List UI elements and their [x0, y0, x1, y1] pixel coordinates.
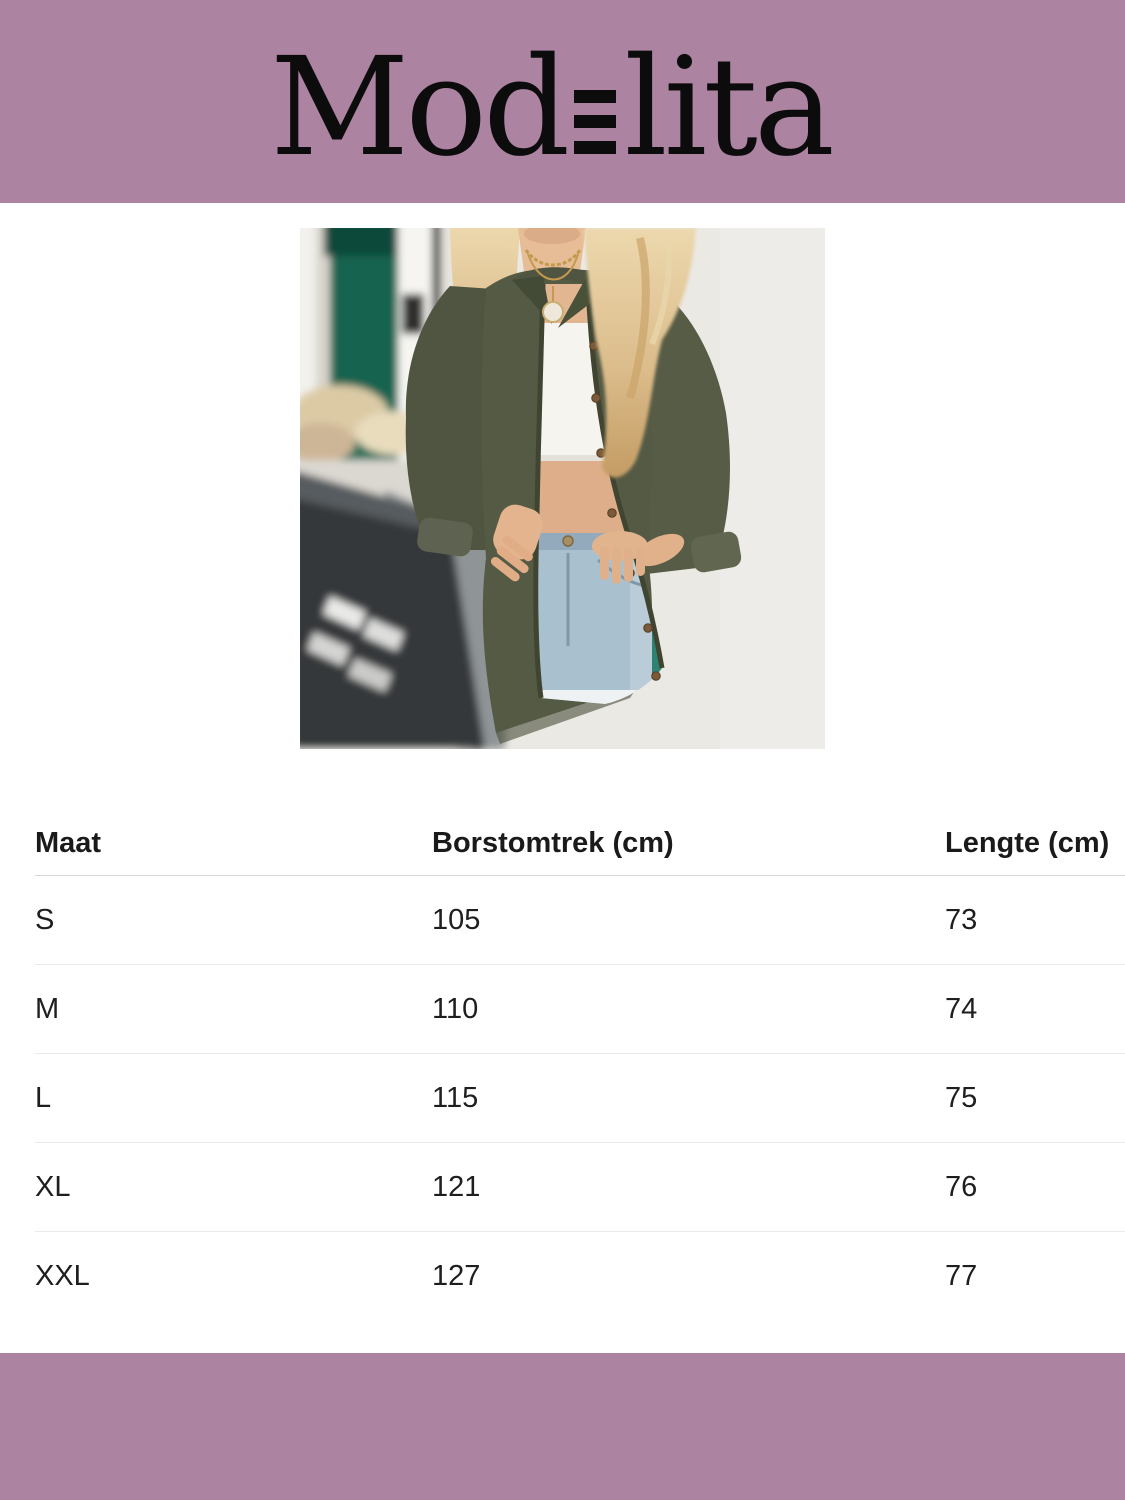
cell-lengte: 74 — [945, 992, 978, 1025]
cell-maat: XXL — [35, 1259, 90, 1292]
cell-lengte: 77 — [945, 1259, 978, 1292]
logo-e-bar — [574, 141, 616, 154]
column-header-borstomtrek: Borstomtrek (cm) — [432, 827, 674, 859]
table-row — [35, 1232, 1125, 1320]
table-row — [35, 876, 1125, 965]
cell-borstomtrek: 115 — [432, 1081, 479, 1114]
cell-lengte: 73 — [945, 903, 978, 936]
cell-lengte: 75 — [945, 1081, 978, 1114]
product-photo-illustration — [300, 228, 825, 749]
column-header-lengte: Lengte (cm) — [945, 827, 1110, 859]
cell-borstomtrek: 121 — [432, 1170, 481, 1203]
logo-e-icon — [574, 90, 616, 154]
cell-maat: S — [35, 903, 55, 936]
table-row — [35, 1054, 1125, 1143]
cell-maat: L — [35, 1081, 52, 1114]
table-row — [35, 965, 1125, 1054]
size-table-header — [35, 826, 1125, 876]
cell-maat: M — [35, 992, 60, 1025]
table-row — [35, 1143, 1125, 1232]
product-photo — [300, 228, 825, 749]
brand-logo — [270, 28, 831, 187]
cell-lengte: 76 — [945, 1170, 978, 1203]
size-table — [35, 826, 1125, 1320]
header-banner — [0, 0, 1125, 203]
cell-maat: XL — [35, 1170, 71, 1203]
column-header-maat: Maat — [35, 827, 102, 859]
logo-text-prefix: Mod — [270, 28, 567, 187]
cell-borstomtrek: 127 — [432, 1259, 481, 1292]
logo-e-bar — [574, 90, 616, 103]
logo-e-bar — [574, 115, 616, 128]
footer-banner — [0, 1353, 1125, 1500]
cell-borstomtrek: 110 — [432, 992, 479, 1025]
cell-borstomtrek: 105 — [432, 903, 481, 936]
logo-text-suffix: lita — [624, 28, 831, 187]
